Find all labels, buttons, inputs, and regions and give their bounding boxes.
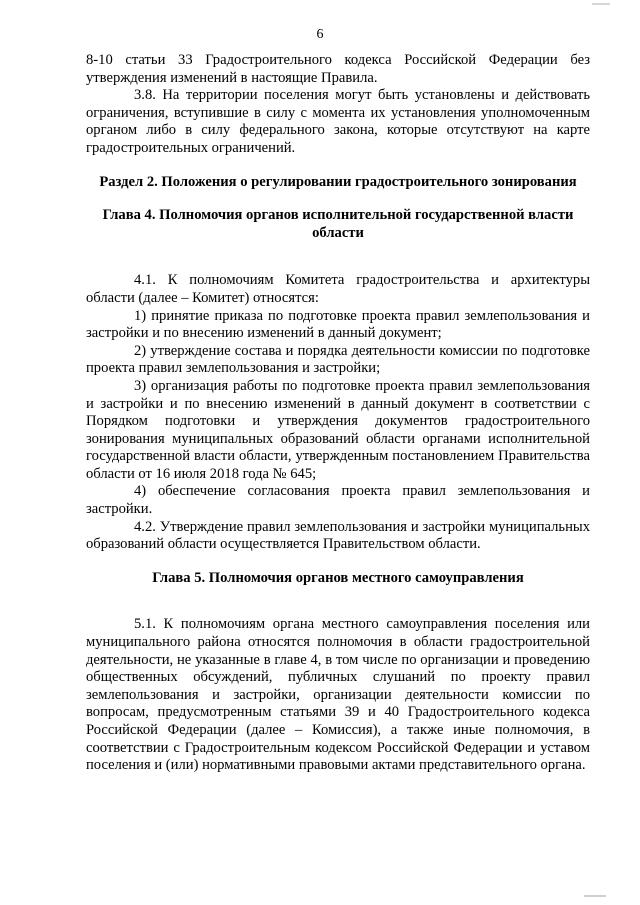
scan-mark-bottom [584, 895, 606, 897]
paragraph-5-1: 5.1. К полномочиям органа местного самоуправления поселения или муниципального района относятся полномочия в области градостроительной деятельности, не указанные в главе 4, в том числе по организации и проведению общественных обсуждений, публичных слушаний по проекту правил землепользования и застройки, организации деятельности комиссии по вопросам, предусмотренным статьями 39 и 40 Градостроительного кодекса Российской Федерации (далее – Комиссия), а также иные полномочия, в соответствии с Градостроительным кодексом Российской Федерации и уставом поселения и (или) нормативными правовыми актами представительного органа. [86, 616, 590, 774]
list-item-2: 2) утверждение состава и порядка деятельности комиссии по подготовке проекта правил землепользования и застройки; [86, 342, 590, 377]
list-item-4: 4) обеспечение согласования проекта правил землепользования и застройки. [86, 483, 590, 518]
chapter-5-heading: Глава 5. Полномочия органов местного самоуправления [152, 569, 524, 586]
paragraph-4-1: 4.1. К полномочиям Комитета градостроительства и архитектуры области (далее – Комитет) относятся: [86, 272, 590, 306]
section-2-heading: Раздел 2. Положения о регулировании градостроительного зонирования [99, 173, 577, 190]
paragraph-intro: 8-10 статьи 33 Градостроительного кодекса Российской Федерации без утверждения изменений в настоящие Правила. [86, 52, 590, 86]
page-number: 6 [316, 27, 324, 42]
paragraph-3-8: 3.8. На территории поселения могут быть установлены и действовать ограничения, вступившие в силу с момента их установления уполномоченным органом либо в силу федерального закона, которые отсутствуют на карте градостроительных ограничений. [86, 87, 590, 156]
list-item-1: 1) принятие приказа по подготовке проекта правил землепользования и застройки и по внесению изменений в данный документ; [86, 307, 590, 342]
list-item-3: 3) организация работы по подготовке проекта правил землепользования и застройки и по внесению изменений в данный документ в соответствии с Порядком подготовки и утверждения документов градостроительного зонирования муниципальных образований области органами исполнительной государственной власти области, утвержденным постановлением Правительства области от 16 июля 2018 года № 645; [86, 377, 590, 482]
scan-mark-top [592, 3, 610, 5]
paragraph-4-2: 4.2. Утверждение правил землепользования и застройки муниципальных образований области осуществляется Правительством области. [86, 518, 590, 553]
document-body [86, 52, 590, 775]
chapter-4-heading: Глава 4. Полномочия органов исполнительной государственной власти области [102, 207, 574, 241]
